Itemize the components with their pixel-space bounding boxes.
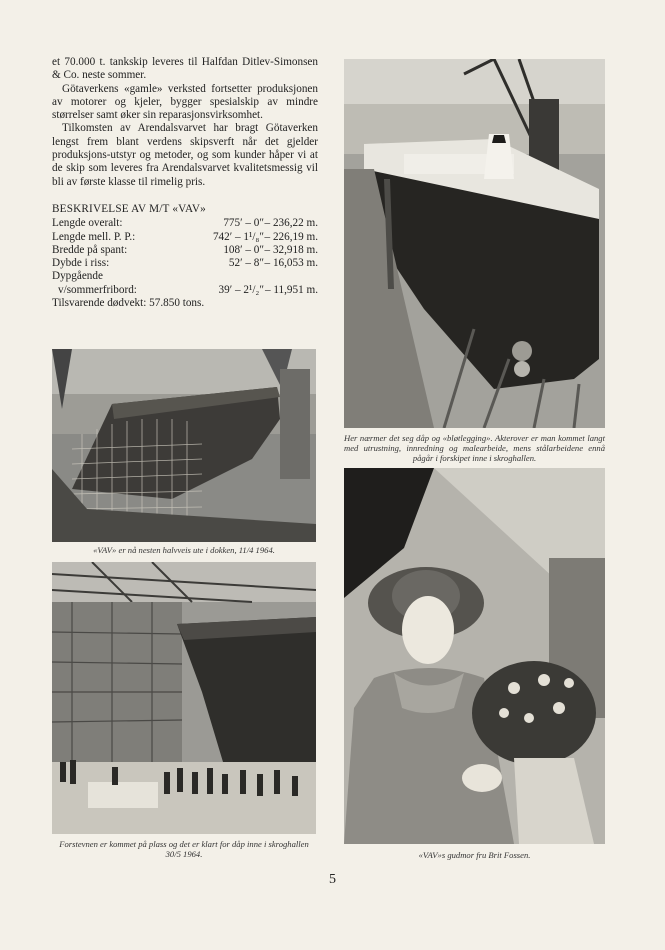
godmother-photo-illustration <box>344 468 605 844</box>
caption-dock: «VAV» er nå nesten halvveis ute i dokken, 11/4 1964. <box>93 545 275 555</box>
spec-deadweight: Tilsvarende dødvekt: 57.850 tons. <box>52 297 205 310</box>
spec-label: Lengde mell. P. P.: <box>52 230 136 243</box>
spec-label: Lengde overalt: <box>52 217 123 230</box>
intro-paragraph-2: Götaverkens «gamle» verksted fortsetter produksjonen av motorer og kjeler, bygger spesialskip av mindre størrelser samt øker sin reparasjonsvirksomhet. <box>52 82 318 122</box>
hall-photo-illustration <box>52 562 316 834</box>
spec-row <box>52 244 318 257</box>
photo-stem-in-hall <box>52 562 316 834</box>
spec-heading: BESKRIVELSE AV M/T «VAV» <box>52 202 206 215</box>
caption-godmother: «VAV»s gudmor fru Brit Fossen. <box>418 850 531 860</box>
spec-label: Dybde i riss: <box>52 257 110 270</box>
photo-godmother <box>344 468 605 844</box>
spec-metric: – 236,22 m. <box>264 217 318 230</box>
launch-photo-illustration <box>344 59 605 428</box>
spec-row <box>52 257 318 270</box>
intro-paragraph-3: Tilkomsten av Arendalsvarvet har bragt Götaverken lengst frem blant verdens skipsverft når det gjelder produksjons-utstyr og metoder, og som kunder håper vi at de skip som leveres fra Arendalsvarvet kvalitetsmessig vil bli av første klasse til rimelig pris. <box>52 122 318 188</box>
caption-launch: Her nærmer det seg dåp og «bløtlegging». Akterover er man kommet langt med utrustning, innredning og malearbeide, mens stålarbeidene ennå pågår i forskipet inne i skroghallen. <box>344 433 605 463</box>
spec-metric: – 16,053 m. <box>264 257 318 270</box>
dock-photo-illustration <box>52 349 316 542</box>
caption-stem: Forstevnen er kommet på plass og det er klart for dåp inne i skroghallen 30/5 1964. <box>59 839 309 859</box>
spec-metric: – 11,951 m. <box>264 283 318 296</box>
spec-imperial: 39′ – 2¹/₂″ <box>218 283 264 296</box>
photo-ship-launch <box>344 59 605 428</box>
spec-imperial: 775′ – 0″ <box>223 217 264 230</box>
spec-imperial: 742′ – 1¹/₈″ <box>212 230 264 243</box>
page-number: 5 <box>329 872 336 887</box>
spec-row <box>52 231 318 244</box>
spec-metric: – 32,918 m. <box>264 243 318 256</box>
spec-row <box>52 284 318 297</box>
spec-metric: – 226,19 m. <box>264 230 318 243</box>
spec-row-draft-label <box>52 270 318 283</box>
ship-specification <box>52 203 318 310</box>
intro-paragraph-1: et 70.000 t. tankskip leveres til Halfdan Ditlev-Simonsen & Co. neste sommer. <box>52 56 318 82</box>
photo-ship-in-dock <box>52 349 316 542</box>
spec-label: Bredde på spant: <box>52 243 128 256</box>
spec-imperial: 108′ – 0″ <box>223 243 264 256</box>
spec-row <box>52 217 318 230</box>
spec-label: Dypgående <box>52 270 103 283</box>
left-column <box>52 56 318 310</box>
spec-label: v/sommerfribord: <box>58 283 137 296</box>
spec-imperial: 52′ – 8″ <box>228 257 264 270</box>
